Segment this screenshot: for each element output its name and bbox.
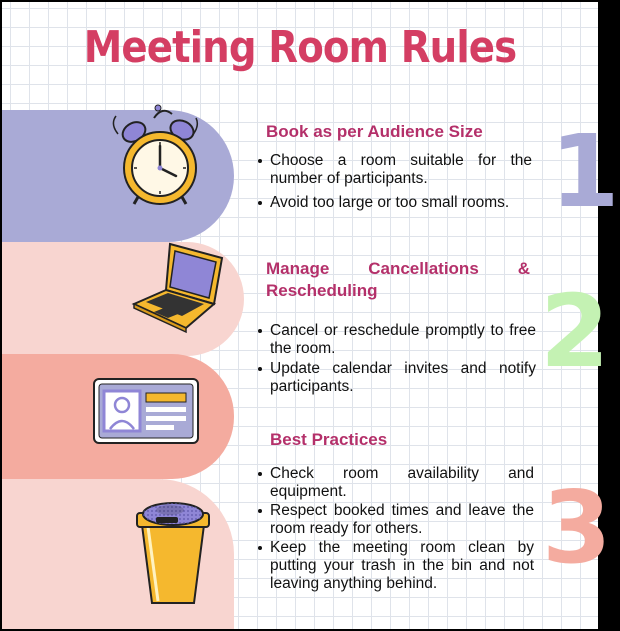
list-item: Keep the meeting room clean by putting your trash in the bin and not leaving anything behind. — [258, 539, 534, 593]
laptop-icon — [130, 242, 230, 338]
section-3-heading: Best Practices — [270, 430, 388, 449]
section-number-3: 3 — [542, 469, 612, 586]
section-number-2: 2 — [540, 273, 610, 390]
list-item: Cancel or reschedule promptly to free the room. — [258, 322, 536, 358]
list-item: Respect booked times and leave the room ready for others. — [258, 502, 534, 538]
list-item: Check room availability and equipment. — [258, 465, 534, 501]
id-card-icon — [92, 377, 202, 447]
section-number-1: 1 — [550, 113, 620, 230]
list-item: Choose a room suitable for the number of participants. — [258, 152, 532, 188]
page-title: Meeting Room Rules — [83, 22, 517, 73]
trash-bin-icon — [130, 489, 216, 607]
alarm-clock-icon — [104, 104, 214, 214]
section-3-list — [258, 465, 534, 599]
section-2-list — [258, 322, 536, 402]
section-1-list — [258, 152, 532, 218]
section-1-heading: Book as per Audience Size — [266, 122, 483, 141]
infographic-page — [2, 2, 620, 629]
list-item: Avoid too large or too small rooms. — [258, 194, 532, 212]
list-item: Update calendar invites and notify participants. — [258, 360, 536, 396]
section-2-heading: Manage Cancellations & Rescheduling — [266, 259, 530, 300]
